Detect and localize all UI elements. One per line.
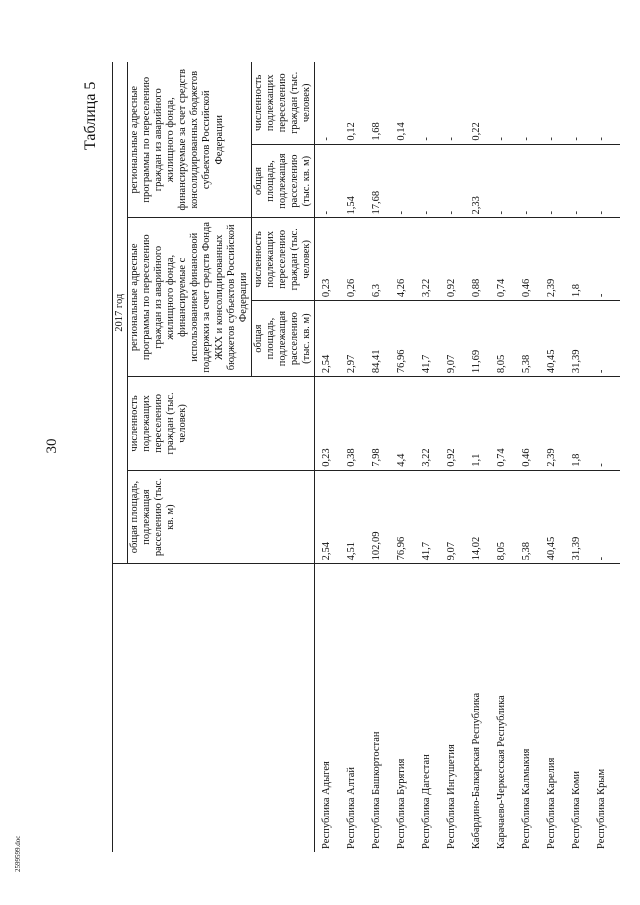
value-cell: 76,96 [395,301,420,377]
region-name-cell: Республика Дагестан [421,754,432,849]
table-row [545,62,570,852]
region-header [113,564,315,852]
value-cell: 9,07 [445,470,470,564]
value-cell: 4,4 [395,377,420,471]
value-cell: 3,22 [420,377,445,471]
header-area: общая площадь, подлежащая расселению (тыс. кв. м) [128,470,315,564]
region-name-cell: Республика Калмыкия [521,748,532,849]
value-cell: 0,23 [315,218,346,301]
value-cell: 1,54 [345,144,370,218]
value-cell: 2,97 [345,301,370,377]
page-number: 30 [44,438,60,454]
value-cell: 0,22 [470,62,495,144]
header-budget-people: численность подлежащих переселению граждан (тыс. человек) [251,62,314,144]
table-row [445,62,470,852]
value-cell: - [495,62,520,144]
value-cell: - [520,62,545,144]
value-cell: 0,12 [345,62,370,144]
value-cell: 5,38 [520,470,545,564]
value-cell: 2,33 [470,144,495,218]
value-cell: 7,98 [370,377,395,471]
value-cell: 40,45 [545,301,570,377]
value-cell: - [570,62,595,144]
value-cell: 11,69 [470,301,495,377]
table-row [420,62,445,852]
region-name-cell: Республика Ингушетия [446,744,457,849]
region-name-cell: Республика Бурятия [396,758,407,849]
region-name-cell: Карачаево-Черкесская Республика [496,695,507,849]
value-cell: - [570,144,595,218]
value-cell: 0,92 [445,218,470,301]
table-row [315,62,346,852]
header-group-fund: региональные адресные программы по переселению граждан из аварийного жилищного фонда, финансируемые с использованием финансовой поддержки за счет средств Фонда ЖКХ и консолидированных бюджетов субъектов Российской Федерации [128,218,252,377]
region-name-cell: Республика Алтай [346,766,357,849]
table-row [470,62,495,852]
value-cell: 4,51 [345,470,370,564]
value-cell: - [420,62,445,144]
table-row [345,62,370,852]
value-cell: 2,39 [545,218,570,301]
header-people: численность подлежащих переселению граждан (тыс. человек) [128,377,315,471]
value-cell: 0,14 [395,62,420,144]
value-cell: 41,7 [420,301,445,377]
header-fund-area: общая площадь, подлежащая расселению (тыс. кв. м) [251,301,314,377]
value-cell: - [420,144,445,218]
table-row [570,62,595,852]
value-cell: 2,54 [315,470,346,564]
value-cell: 0,92 [445,377,470,471]
value-cell: 84,41 [370,301,395,377]
value-cell: 8,05 [495,301,520,377]
rotated-table-container [112,62,612,852]
value-cell: - [595,144,620,218]
value-cell: - [595,470,620,564]
table-label: Таблица 5 [82,81,99,150]
value-cell: - [545,62,570,144]
table-row [495,62,520,852]
value-cell: 1,8 [570,218,595,301]
value-cell: 0,74 [495,377,520,471]
year-header: 2017 год [113,62,128,564]
value-cell: 9,07 [445,301,470,377]
value-cell: - [445,144,470,218]
table-row [520,62,545,852]
header-budget-area: общая площадь, подлежащая расселению (тыс. кв. м) [251,144,314,218]
value-cell: 1,8 [570,377,595,471]
value-cell: 0,46 [520,218,545,301]
value-cell: 0,74 [495,218,520,301]
value-cell: 2,54 [315,301,346,377]
table-row [370,62,395,852]
region-name-cell: Республика Адыгея [321,761,332,849]
value-cell: 0,38 [345,377,370,471]
value-cell: - [595,301,620,377]
region-name-cell: Республика Крым [596,768,607,849]
value-cell: 41,7 [420,470,445,564]
value-cell: - [445,62,470,144]
value-cell: - [595,218,620,301]
table-row [395,62,420,852]
value-cell: 31,39 [570,301,595,377]
region-name-cell: Республика Коми [571,771,582,849]
header-fund-people: численность подлежащих переселению граждан (тыс. человек) [251,218,314,301]
header-group-budget: региональные адресные программы по переселению граждан из аварийного жилищного фонда, финансируемые за счет средств консолидированных бюджетов субъектов Российской Федерации [128,62,252,218]
value-cell: 2,39 [545,377,570,471]
value-cell: 0,23 [315,377,346,471]
value-cell: 4,26 [395,218,420,301]
value-cell: 40,45 [545,470,570,564]
value-cell: - [315,144,346,218]
value-cell: 76,96 [395,470,420,564]
value-cell: 5,38 [520,301,545,377]
region-name-cell: Республика Карелия [546,757,557,849]
value-cell: 14,02 [470,470,495,564]
value-cell: - [595,377,620,471]
value-cell: - [595,62,620,144]
value-cell: - [315,62,346,144]
value-cell: 0,88 [470,218,495,301]
data-table [112,62,620,852]
region-name-cell: Республика Башкортостан [371,731,382,849]
file-name: 2599599.doc [14,835,22,872]
table-body [315,62,621,852]
value-cell: 102,09 [370,470,395,564]
value-cell: 17,68 [370,144,395,218]
value-cell: - [495,144,520,218]
value-cell: 8,05 [495,470,520,564]
table-row [595,62,620,852]
value-cell: 0,26 [345,218,370,301]
value-cell: 31,39 [570,470,595,564]
value-cell: 6,3 [370,218,395,301]
region-name-cell: Кабардино-Балкарская Республика [471,692,482,849]
value-cell: 3,22 [420,218,445,301]
value-cell: - [545,144,570,218]
value-cell: 1,68 [370,62,395,144]
value-cell: - [520,144,545,218]
value-cell: 0,46 [520,377,545,471]
value-cell: 1,1 [470,377,495,471]
value-cell: - [395,144,420,218]
